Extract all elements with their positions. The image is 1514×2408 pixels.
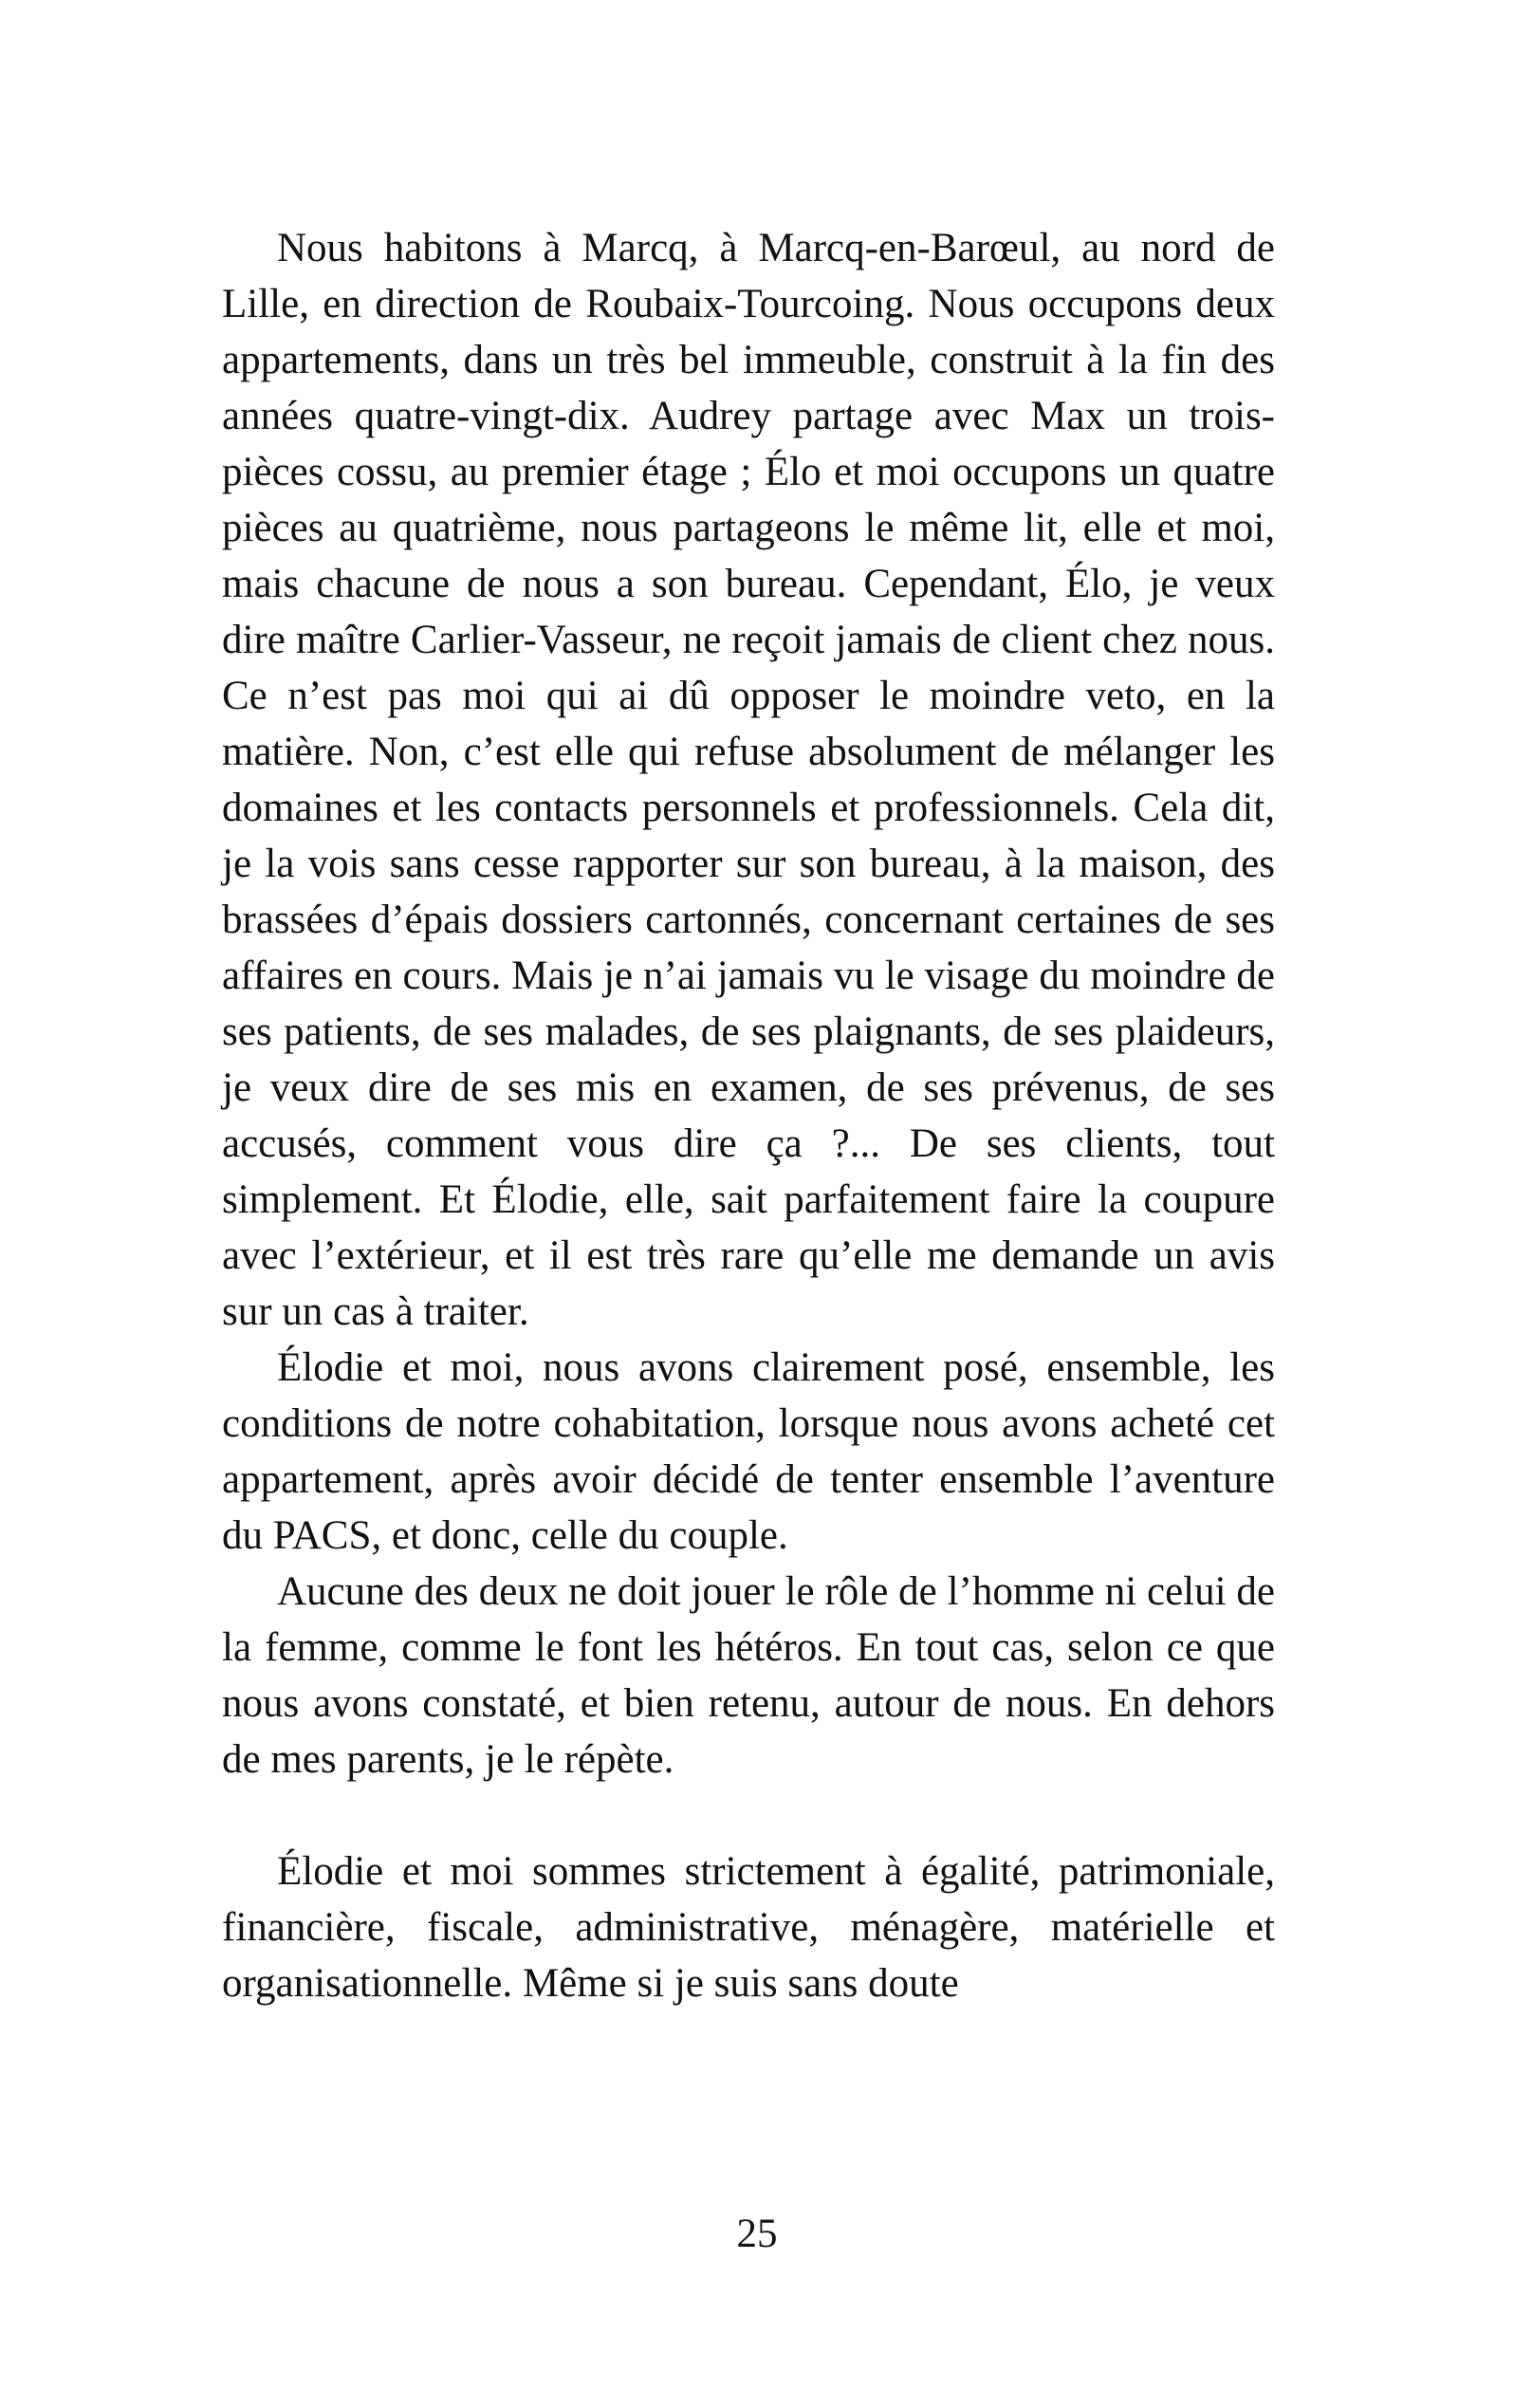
paragraph-4: Élodie et moi sommes strictement à égalité, patrimoniale, financière, fiscale, administrative, ménagère, matérielle et organisationnelle. Même si je suis sans doute (222, 1849, 1275, 2006)
paragraph-1: Nous habitons à Marcq, à Marcq-en-Barœul, au nord de Lille, en direction de Roubaix-Tourcoing. Nous occupons deux appartements, dans un très bel immeuble, construit à la fin des années quatre-vingt-dix. Audrey partage avec Max un trois-pièces cossu, au premier étage ; Élo et moi occupons un quatre pièces au quatrième, nous partageons le même lit, elle et moi, mais chacune de nous a son bureau. Cependant, Élo, je veux dire maître Carlier-Vasseur, ne reçoit jamais de client chez nous. Ce n’est pas moi qui ai dû opposer le moindre veto, en la matière. Non, c’est elle qui refuse absolument de mélanger les domaines et les contacts personnels et professionnels. Cela dit, je la vois sans cesse rapporter sur son bureau, à la maison, des brassées d’épais dossiers cartonnés, concernant certaines de ses affaires en cours. Mais je n’ai jamais vu le visage du moindre de ses patients, de ses malades, de ses plaignants, de ses plaideurs, je veux dire de ses mis en examen, de ses prévenus, de ses accusés, comment vous dire ça ?... De ses clients, tout simplement. Et Élodie, elle, sait parfaitement faire la coupure avec l’extérieur, et il est très rare qu’elle me demande un avis sur un cas à traiter. (222, 226, 1275, 1334)
paragraph-2: Élodie et moi, nous avons clairement posé, ensemble, les conditions de notre cohabitation, lorsque nous avons acheté cet appartement, après avoir décidé de tenter ensemble l’aventure du PACS, et donc, celle du couple. (222, 1345, 1275, 1558)
paragraph-3: Aucune des deux ne doit jouer le rôle de l’homme ni celui de la femme, comme le font les hétéros. En tout cas, selon ce que nous avons constaté, et bien retenu, autour de nous. En dehors de mes parents, je le répète. (222, 1569, 1275, 1782)
body-text (222, 220, 1275, 2011)
page-number: 25 (736, 2212, 778, 2256)
